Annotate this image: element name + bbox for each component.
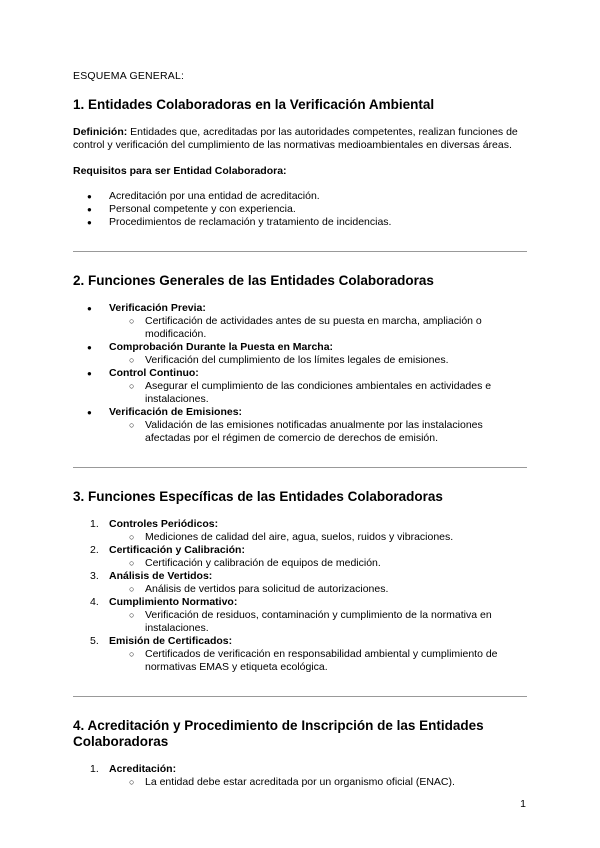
- general-functions-list: [73, 302, 527, 445]
- section-2-title: 2. Funciones Generales de las Entidades Colaboradoras: [73, 273, 434, 288]
- list-item: [73, 596, 527, 635]
- sub-item: ○ Asegurar el cumplimiento de las condiciones ambientales en actividades e instalaciones.: [109, 380, 527, 406]
- sub-item: ○ Validación de las emisiones notificadas anualmente por las instalaciones afectadas por el régimen de comercio de derechos de emisión.: [109, 419, 527, 445]
- list-item: [73, 302, 527, 341]
- requirements-list: [73, 190, 527, 229]
- list-item: ● Procedimientos de reclamación y tratamiento de incidencias.: [73, 216, 527, 229]
- list-item: [73, 635, 527, 674]
- section-divider: [73, 251, 527, 252]
- list-item: [73, 406, 527, 445]
- section-divider: [73, 696, 527, 697]
- item-number: 2.: [90, 544, 99, 556]
- sub-item: ○ Certificación y calibración de equipos de medición.: [109, 557, 527, 570]
- list-item: ● Acreditación por una entidad de acreditación.: [73, 190, 527, 203]
- definition-text: Entidades que, acreditadas por las autoridades competentes, realizan funciones de control y verificación del cumplimiento de las normativas medioambientales en diversas áreas.: [73, 126, 518, 151]
- sub-item: ○ Certificación de actividades antes de su puesta en marcha, ampliación o modificación.: [109, 315, 527, 341]
- item-heading: Emisión de Certificados:: [109, 635, 233, 647]
- sub-item: ○ Verificación de residuos, contaminación y cumplimiento de la normativa en instalaciones.: [109, 609, 527, 635]
- schema-label: ESQUEMA GENERAL:: [73, 70, 185, 82]
- list-item: [73, 570, 527, 596]
- list-item: ● Personal competente y con experiencia.: [73, 203, 527, 216]
- item-heading: ● Verificación Previa:: [109, 302, 206, 314]
- item-heading: Certificación y Calibración:: [109, 544, 245, 556]
- section-3-title: 3. Funciones Específicas de las Entidades Colaboradoras: [73, 489, 443, 504]
- sub-item: ○ Mediciones de calidad del aire, agua, suelos, ruidos y vibraciones.: [109, 531, 527, 544]
- definition-paragraph: [73, 126, 527, 152]
- document-content: [73, 70, 527, 789]
- item-heading: Acreditación:: [109, 763, 177, 775]
- sub-item: ○ Certificados de verificación en responsabilidad ambiental y cumplimiento de normativas EMAS y etiqueta ecológica.: [109, 648, 527, 674]
- list-item: [73, 518, 527, 544]
- page-number: 1: [520, 798, 526, 810]
- item-number: 1.: [90, 518, 99, 530]
- accreditation-list: [73, 763, 527, 789]
- specific-functions-list: [73, 518, 527, 674]
- requirements-title: Requisitos para ser Entidad Colaboradora:: [73, 165, 287, 177]
- section-1-title: 1. Entidades Colaboradoras en la Verificación Ambiental: [73, 97, 435, 112]
- item-heading: Controles Periódicos:: [109, 518, 219, 530]
- item-heading: ● Comprobación Durante la Puesta en Marcha:: [109, 341, 334, 353]
- section-divider: [73, 467, 527, 468]
- item-heading: ● Verificación de Emisiones:: [109, 406, 243, 418]
- section-4-title: 4. Acreditación y Procedimiento de Inscripción de las Entidades Colaboradoras: [73, 718, 484, 749]
- item-heading: Análisis de Vertidos:: [109, 570, 213, 582]
- sub-item: ○ Análisis de vertidos para solicitud de autorizaciones.: [109, 583, 527, 596]
- list-item: [73, 367, 527, 406]
- sub-item: ○ Verificación del cumplimiento de los límites legales de emisiones.: [109, 354, 527, 367]
- item-number: 4.: [90, 596, 99, 608]
- list-item: [73, 341, 527, 367]
- list-item: [73, 544, 527, 570]
- sub-item: ○ La entidad debe estar acreditada por un organismo oficial (ENAC).: [109, 776, 527, 789]
- list-item: [73, 763, 527, 789]
- item-heading: Cumplimiento Normativo:: [109, 596, 238, 608]
- item-heading: ● Control Continuo:: [109, 367, 199, 379]
- item-number: 1.: [90, 763, 99, 775]
- item-number: 5.: [90, 635, 99, 647]
- definition-label: Definición:: [73, 126, 128, 138]
- item-number: 3.: [90, 570, 99, 582]
